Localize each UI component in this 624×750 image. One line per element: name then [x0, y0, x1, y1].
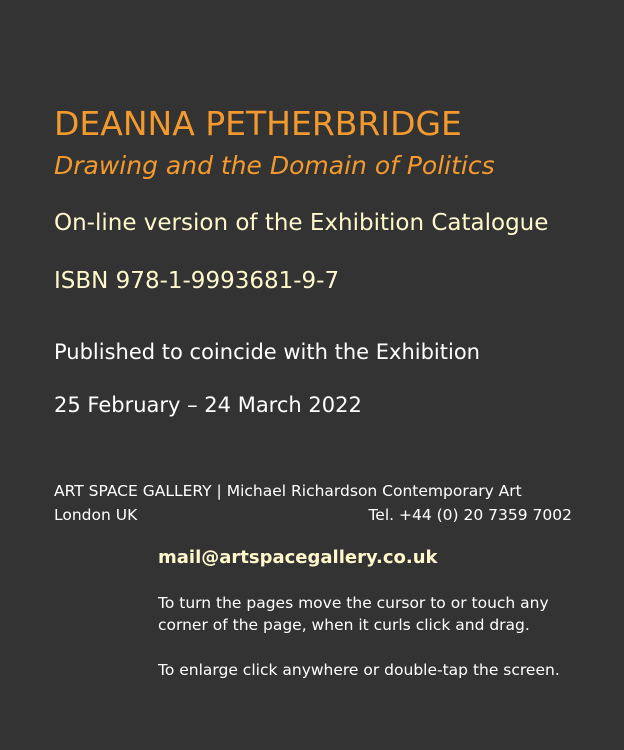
- exhibition-dates: 25 February – 24 March 2022: [54, 393, 362, 417]
- gallery-telephone: Tel. +44 (0) 20 7359 7002: [368, 506, 572, 524]
- gallery-location: London UK: [54, 506, 138, 524]
- enlarge-instructions: To enlarge click anywhere or double-tap the screen.: [158, 661, 560, 679]
- published-note: Published to coincide with the Exhibition: [54, 340, 480, 364]
- isbn-number: ISBN 978-1-9993681-9-7: [54, 268, 340, 294]
- author-name: DEANNA PETHERBRIDGE: [54, 104, 462, 143]
- email-link[interactable]: mail@artspacegallery.co.uk: [158, 547, 438, 568]
- catalogue-description: On-line version of the Exhibition Catalogue: [54, 210, 549, 236]
- gallery-name: ART SPACE GALLERY | Michael Richardson Contemporary Art: [54, 482, 522, 500]
- page-turn-instructions: To turn the pages move the cursor to or touch any corner of the page, when it curls click and drag.: [158, 594, 549, 634]
- exhibition-subtitle: Drawing and the Domain of Politics: [54, 151, 495, 180]
